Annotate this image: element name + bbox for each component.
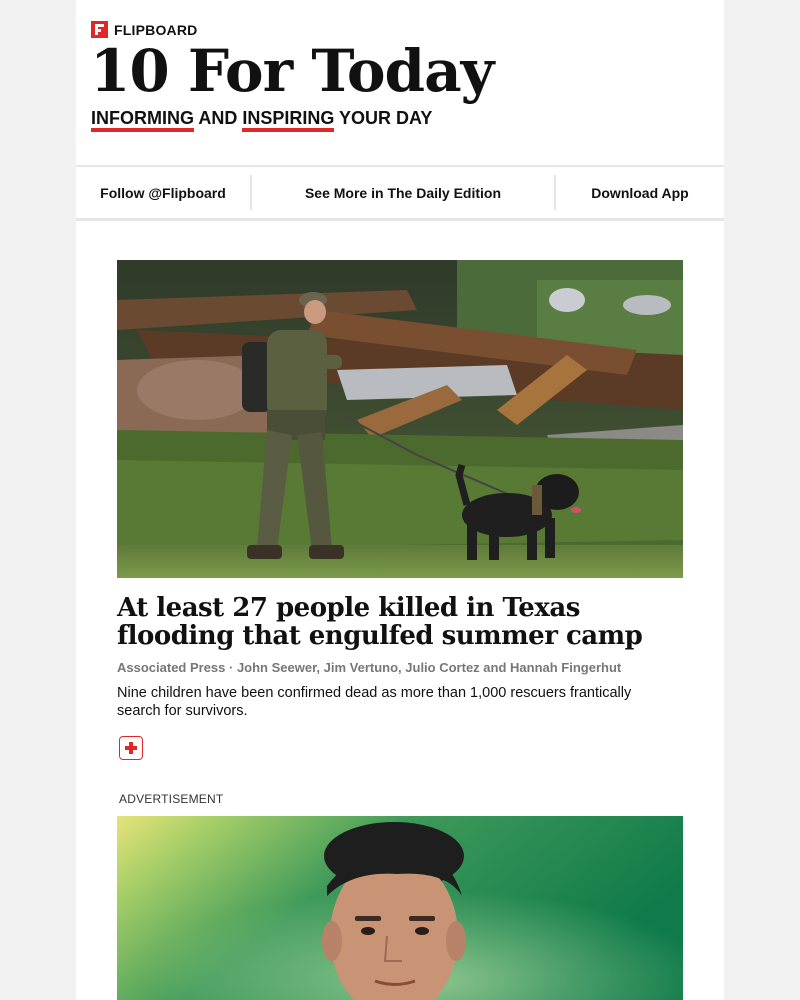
- nav-bar: [76, 165, 724, 221]
- tagline-inspiring: INSPIRING: [242, 108, 334, 132]
- brand[interactable]: [91, 21, 197, 38]
- follow-flipboard-link[interactable]: Follow @Flipboard: [100, 184, 226, 201]
- article-headline[interactable]: At least 27 people killed in Texas flooding that engulfed summer camp: [117, 593, 643, 651]
- tagline-informing: INFORMING: [91, 108, 194, 132]
- brand-name: FLIPBOARD: [114, 21, 198, 38]
- daily-edition-link[interactable]: See More in The Daily Edition: [304, 184, 502, 201]
- article-hero-image[interactable]: [117, 260, 683, 578]
- page-title: 10 For Today: [90, 37, 494, 105]
- add-to-magazine-button[interactable]: [119, 736, 143, 760]
- tagline: [91, 106, 432, 130]
- tagline-and: AND: [194, 108, 243, 128]
- email-container: [76, 0, 724, 1000]
- advertisement-image[interactable]: [117, 816, 683, 1000]
- advertisement-label: ADVERTISEMENT: [119, 792, 224, 806]
- article-summary: Nine children have been confirmed dead as more than 1,000 rescuers frantically search for survivors.: [117, 685, 632, 719]
- download-app-link[interactable]: Download App: [591, 184, 689, 201]
- flipboard-logo-icon: [91, 21, 108, 38]
- article-byline: Associated Press · John Seewer, Jim Vertuno, Julio Cortez and Hannah Fingerhut: [117, 660, 622, 675]
- header: [76, 0, 724, 165]
- tagline-your-day: YOUR DAY: [334, 108, 433, 128]
- plus-icon: [124, 741, 138, 755]
